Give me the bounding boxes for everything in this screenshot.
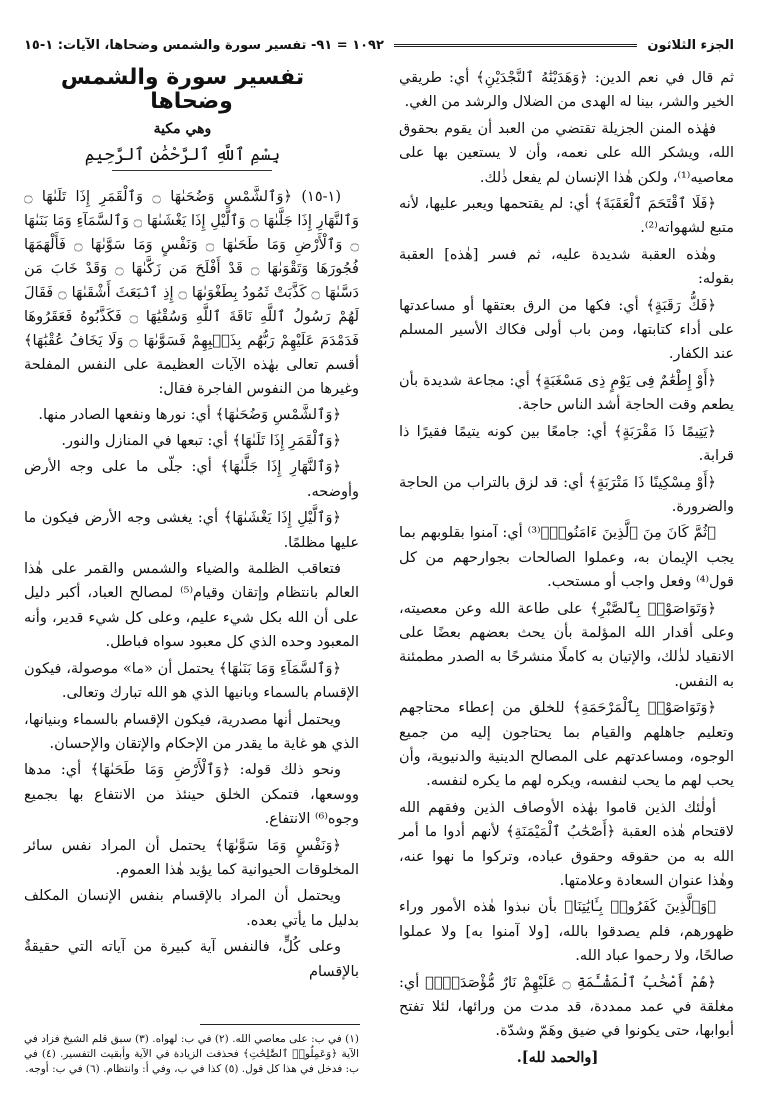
- header-rule: [394, 44, 637, 47]
- paragraph: ﴿فَكُّ رَقَبَةٍ﴾ أي: فكها من الرق بعتقها أو مساعدتها على أداء كتابتها، ومن باب أولى فكاك الأسير المسلم عند الكفار.: [399, 297, 734, 363]
- paragraph: ﴿أَوْ مِسْكِينًا ذَا مَتْرَبَةٍ﴾ أي: قد لزق بالتراب من الحاجة والضرورة.: [399, 474, 734, 515]
- paragraph: ﴿أَوْ إِطْعَٰمٌ فِى يَوْمٍ ذِى مَسْغَبَةٍ﴾ أي: مجاعة شديدة بأن يطعم وقت الحاجة أشد الناس حاجة.: [399, 372, 734, 414]
- paragraph: ﴿وَتَوَاصَوْا۟ بِٱلصَّبْرِ﴾ على طاعة الله وعن معصيته، وعلى أقدار الله المؤلمة بأن يحث بعضهم بعضًا على الانقياد لذٰلك، والإتيان به كاملًا منشرحًا به الصدر مطمئنة به النفس.: [399, 600, 734, 690]
- paragraph: ﴿وَنَفْسٍ وَمَا سَوَّىٰهَا﴾ يحتمل أن المراد نفس سائر المخلوقات الحيوانية كما يؤيد هٰذا العموم.: [24, 837, 359, 878]
- paragraph: ويحتمل أنها مصدرية، فيكون الإقسام بالسماء وبنيانها، الذي هو غاية ما يقدر من الإحكام والإتقان والإحسان.: [24, 711, 359, 752]
- right-column: [399, 66, 734, 1072]
- surah-title: تفسير سورة والشمس وضحاها: [60, 65, 305, 115]
- paragraph: فهٰذه المنن الجزيلة تقتضي من العبد أن يقوم بحقوق الله، ويشكر الله على نعمه، وأن لا يستعين بها على معاصيه⁽¹⁾، ولكن هٰذا الإنسان لم يفعل ذٰلك.: [399, 120, 734, 186]
- closing-hamd: [والحمد لله].: [516, 1048, 599, 1066]
- footnote-divider: [200, 1024, 360, 1025]
- paragraph: ﴿وَٱلشَّمْسِ وَضُحَىٰهَا﴾ أي: نورها ونفعها الصادر منها.: [38, 406, 341, 423]
- paragraph: ﴿فَلَا ٱقْتَحَمَ ٱلْعَقَبَةَ﴾ أي: لم يقتحمها ويعبر عليها، لأنه متبع لشهواته⁽²⁾.: [399, 196, 734, 237]
- paragraph: ويحتمل أن المراد بالإقسام بنفس الإنسان المكلف بدليل ما يأتي بعده.: [24, 888, 359, 929]
- part-label: الجزء الثلاثون: [647, 37, 734, 53]
- paragraph: ثم قال في نعم الدين: ﴿وَهَدَيْنَٰهُ ٱلنَّجْدَيْنِ﴾ أي: طريقي الخير والشر، بينا له الهدى من الضلال والرشد من الغي.: [399, 70, 734, 111]
- paragraph: ﴿ثُمَّ كَانَ مِنَ ٱلَّذِينَ ءَامَنُوا۟﴾⁽³⁾ أي: آمنوا بقلوبهم بما يجب الإيمان به، وعملوا الصالحات بجوارحهم من كل قول⁽⁴⁾ وفعل واجب أو مستحب.: [399, 525, 734, 591]
- surah-subtitle: وهي مكية: [153, 120, 212, 137]
- basmala: بِسْمِ ٱللَّهِ ٱلرَّحْمَٰنِ ٱلرَّحِيمِ: [84, 145, 281, 166]
- basmala-divider: [112, 170, 272, 171]
- paragraph: ﴿وَٱلنَّهَارِ إِذَا جَلَّىٰهَا﴾ أي: جلّى ما على وجه الأرض وأوضحه.: [24, 459, 359, 500]
- paragraph: ﴿وَٱلَّذِينَ كَفَرُوا۟ بِـَٔايَٰتِنَا﴾ بأن نبذوا هٰذه الأمور وراء ظهورهم، فلم يصدقوا بالله، [ولا آمنوا به] ولا عملوا صالحًا، ولا رحموا عباد الله.: [399, 899, 734, 965]
- page-reference: ١٠٩٢ = ٩١- تفسير سورة والشمس وضحاها، الآيات: ١-١٥: [24, 37, 384, 53]
- paragraph: ﴿وَٱلْقَمَرِ إِذَا تَلَىٰهَا﴾ أي: تبعها في المنازل والنور.: [61, 433, 341, 450]
- paragraph: ونحو ذلك قوله: ﴿وَٱلْأَرْضِ وَمَا طَحَىٰهَا﴾ أي: مدها ووسعها، فتمكن الخلق حينئذ من الانتفاع بها بجميع وجوه⁽⁶⁾ الانتفاع.: [24, 762, 359, 828]
- left-column: [24, 66, 359, 986]
- paragraph: وهٰذه العقبة شديدة عليه، ثم فسر [هٰذه] العقبة بقوله:: [399, 246, 734, 288]
- paragraph: ﴿وَٱلسَّمَآءِ وَمَا بَنَىٰهَا﴾ يحتمل أن «ما» موصولة، فيكون الإقسام بالسماء وبانيها الذي هو الله تبارك وتعالى.: [24, 660, 359, 702]
- paragraph: ﴿وَتَوَاصَوْا۟ بِٱلْمَرْحَمَةِ﴾ للخلق من إعطاء محتاجهم وتعليم جاهلهم والقيام بما يحتاجون إليه من جميع الوجوه، ومساعدتهم على المصالح الدينية والدنيوية، وأن يحب لهم ما يحب لنفسه، ويكره لهم ما يكره لنفسه.: [399, 700, 734, 790]
- footnotes: (١) في ب: على معاصي الله. (٢) في ب: لهواه. (٣) سبق قلم الشيخ فزاد في الآية ﴿وَعَمِلُوا۟ ٱلصَّٰلِحَٰتِ﴾ فحذفت الزيادة في الآية وأبقيت التفسير. (٤) في ب: فدخل في هذا كل قول. (٥) كذا في ب، وفي أ: وانتظام. (٦) في ب: أوجه.: [24, 1033, 359, 1075]
- ayat-block: (١-١٥) ﴿وَٱلشَّمْسِ وَضُحَىٰهَا ۝ وَٱلْقَمَرِ إِذَا تَلَىٰهَا ۝ وَٱلنَّهَارِ إِذَا جَلَّىٰهَا ۝ وَٱلَّيْلِ إِذَا يَغْشَىٰهَا ۝ وَٱلسَّمَآءِ وَمَا بَنَىٰهَا ۝ وَٱلْأَرْضِ وَمَا طَحَىٰهَا ۝ وَنَفْسٍ وَمَا سَوَّىٰهَا ۝ فَأَلْهَمَهَا فُجُورَهَا وَتَقْوَىٰهَا ۝ قَدْ أَفْلَحَ مَن زَكَّىٰهَا ۝ وَقَدْ خَابَ مَن دَسَّىٰهَا ۝ كَذَّبَتْ ثَمُودُ بِطَغْوَىٰهَا ۝ إِذِ ٱنۢبَعَثَ أَشْقَىٰهَا ۝ فَقَالَ لَهُمْ رَسُولُ ٱللَّهِ نَاقَةَ ٱللَّهِ وَسُقْيَٰهَا ۝ فَكَذَّبُوهُ فَعَقَرُوهَا فَدَمْدَمَ عَلَيْهِمْ رَبُّهُم بِذَنۢبِهِمْ فَسَوَّىٰهَا ۝ وَلَا يَخَافُ عُقْبَٰهَا﴾ أقسم تعالى بهٰذه الآيات العظيمة على النفس المفلحة وغيرها من النفوس الفاجرة فقال:: [24, 188, 360, 397]
- paragraph: ﴿يَتِيمًا ذَا مَقْرَبَةٍ﴾ أي: جامعًا بين كونه يتيمًا فقيرًا ذا قرابة.: [399, 423, 734, 465]
- paragraph: وعلى كُلٍّ، فالنفس آية كبيرة من آياته التي حقيقةٌ بالإقسام: [24, 939, 359, 980]
- running-header: [24, 34, 734, 56]
- paragraph: ﴿وَٱلَّيْلِ إِذَا يَغْشَىٰهَا﴾ أي: يغشى وجه الأرض فيكون ما عليها مظلمًا.: [24, 510, 359, 551]
- paragraph: فتعاقب الظلمة والضياء والشمس والقمر على هٰذا العالم بانتظام وإتقان وقيام⁽⁵⁾ لمصالح العباد، أكبر دليل على أن الله بكل شيء عليم، وعلى كل شيء قدير، وأنه المعبود وحده الذي كل معبود سواه فباطل.: [24, 561, 359, 651]
- paragraph: ﴿هُمْ أَصْحَٰبُ ٱلْمَشْـَٔمَةِ ۝ عَلَيْهِمْ نَارٌ مُّؤْصَدَةٌۢ﴾ أي: مغلقة في عمد ممددة، قد مدت من ورائها، لئلا تفتح أبوابها، حتى يكونوا في ضيق وهَمّ وشدّة.: [399, 974, 734, 1040]
- paragraph: أولٰئك الذين قاموا بهٰذه الأوصاف الذين وفقهم الله لاقتحام هٰذه العقبة ﴿أَصْحَٰبُ ٱلْمَيْمَنَةِ﴾ لأنهم أدوا ما أمر الله به من حقوقه وحقوق عباده، وتركوا ما نهوا عنه، وهٰذا عنوان السعادة وعلامتها.: [399, 799, 734, 889]
